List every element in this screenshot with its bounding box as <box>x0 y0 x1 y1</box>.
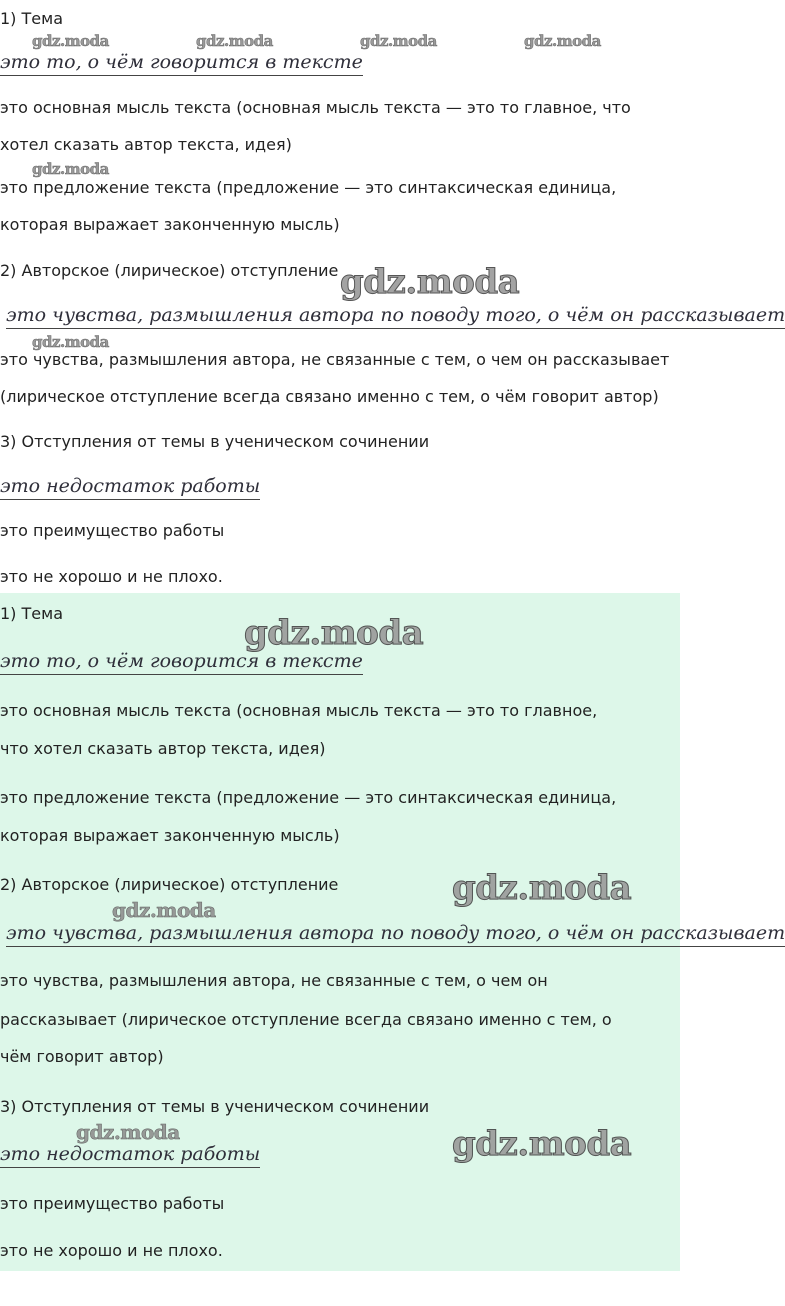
watermark-logo: gdz.moda <box>32 32 109 50</box>
q2-answer-correct[interactable]: это чувства, размышления автора по поводу того, о чём он рассказывает <box>6 303 785 329</box>
q1-option-2-line1[interactable]: это предложение текста (предложение — это синтаксическая единица, <box>0 178 617 197</box>
q1-title: 1) Тема <box>0 9 63 28</box>
watermark-logo: gdz.moda <box>452 1124 632 1164</box>
q3-answer-correct[interactable]: это недостаток работы <box>0 474 260 500</box>
q2-answer-correct[interactable]: это чувства, размышления автора по поводу того, о чём он рассказывает <box>6 921 785 947</box>
watermark-logo: gdz.moda <box>196 32 273 50</box>
watermark-logo: gdz.moda <box>452 868 632 908</box>
q3-option-2[interactable]: это не хорошо и не плохо. <box>0 1241 223 1260</box>
watermark-logo: gdz.moda <box>32 333 109 351</box>
q2-title: 2) Авторское (лирическое) отступление <box>0 261 339 280</box>
q2-option-1-line1[interactable]: это чувства, размышления автора, не связанные с тем, о чем он рассказывает <box>0 350 670 369</box>
q3-answer-correct[interactable]: это недостаток работы <box>0 1142 260 1168</box>
watermark-logo: gdz.moda <box>112 898 216 922</box>
q1-option-1-line2[interactable]: что хотел сказать автор текста, идея) <box>0 739 326 758</box>
q1-option-2-line2[interactable]: которая выражает законченную мысль) <box>0 215 340 234</box>
q3-option-1[interactable]: это преимущество работы <box>0 1194 225 1213</box>
q2-title: 2) Авторское (лирическое) отступление <box>0 875 339 894</box>
q1-option-2-line1[interactable]: это предложение текста (предложение — это синтаксическая единица, <box>0 788 617 807</box>
q1-answer-correct[interactable]: это то, о чём говорится в тексте <box>0 50 363 76</box>
q3-option-2[interactable]: это не хорошо и не плохо. <box>0 567 223 586</box>
q3-option-1[interactable]: это преимущество работы <box>0 521 225 540</box>
q3-title: 3) Отступления от темы в ученическом сочинении <box>0 1097 430 1116</box>
q1-option-1-line1[interactable]: это основная мысль текста (основная мысль текста — это то главное, <box>0 701 598 720</box>
q1-title: 1) Тема <box>0 604 63 623</box>
watermark-logo: gdz.moda <box>76 1120 180 1144</box>
watermark-logo: gdz.moda <box>244 613 424 653</box>
q2-option-1-line2[interactable]: (лирическое отступление всегда связано именно с тем, о чём говорит автор) <box>0 387 659 406</box>
watermark-logo: gdz.moda <box>524 32 601 50</box>
watermark-logo: gdz.moda <box>32 160 109 178</box>
q3-title: 3) Отступления от темы в ученическом сочинении <box>0 432 430 451</box>
q1-option-2-line2[interactable]: которая выражает законченную мысль) <box>0 826 340 845</box>
q2-option-1-line3[interactable]: чём говорит автор) <box>0 1047 164 1066</box>
q2-option-1-line1[interactable]: это чувства, размышления автора, не связанные с тем, о чем он <box>0 971 548 990</box>
q1-option-1-line2[interactable]: хотел сказать автор текста, идея) <box>0 135 292 154</box>
q1-option-1-line1[interactable]: это основная мысль текста (основная мысль текста — это то главное, что <box>0 98 631 117</box>
watermark-logo: gdz.moda <box>360 32 437 50</box>
q1-answer-correct[interactable]: это то, о чём говорится в тексте <box>0 649 363 675</box>
watermark-logo: gdz.moda <box>340 262 520 302</box>
q2-option-1-line2[interactable]: рассказывает (лирическое отступление всегда связано именно с тем, о <box>0 1010 612 1029</box>
